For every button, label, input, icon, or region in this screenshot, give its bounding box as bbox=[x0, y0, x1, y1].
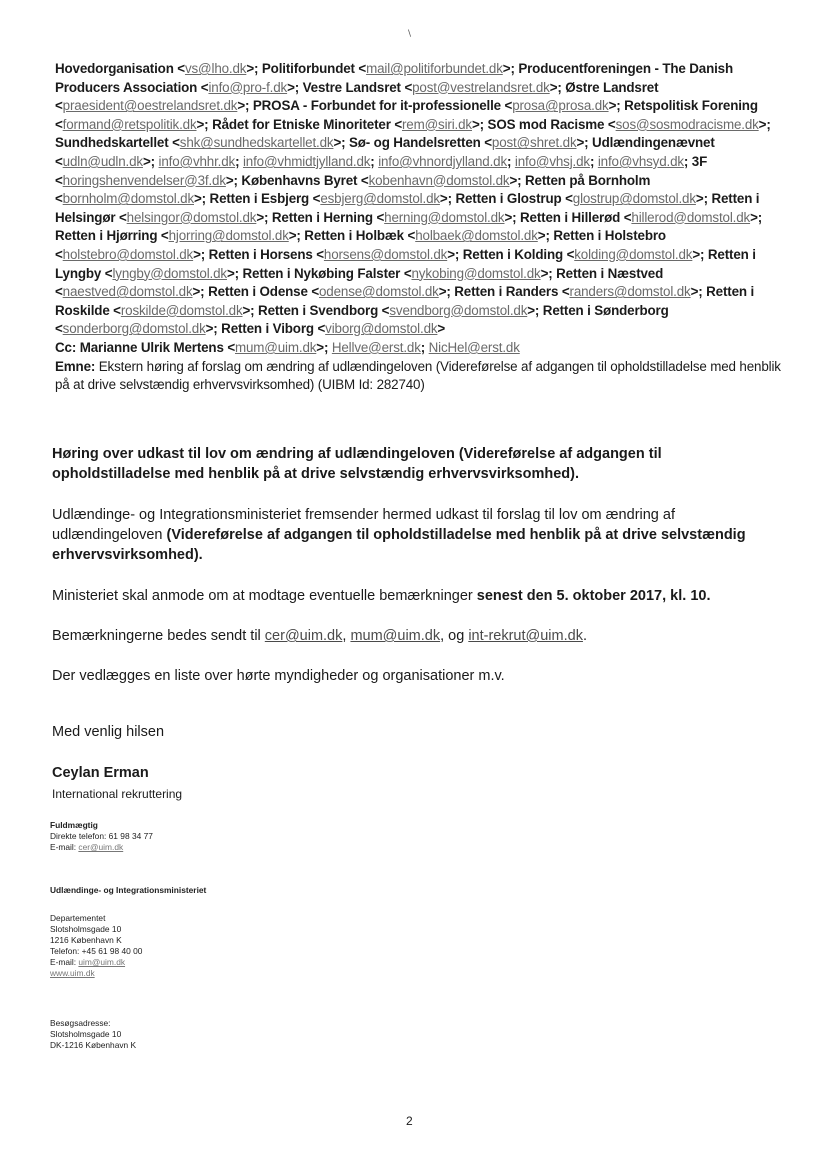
recipient-text: ; bbox=[589, 153, 598, 169]
contact-block bbox=[50, 820, 153, 853]
paragraph-attachment: Der vedlægges en liste over hørte myndigheder og organisationer m.v. bbox=[52, 668, 505, 684]
recipient-email-link[interactable]: info@vhsyd.dk bbox=[597, 153, 684, 169]
recipient-email-link[interactable]: post@shret.dk bbox=[491, 135, 577, 151]
email-link-mum[interactable]: mum@uim.dk bbox=[350, 628, 441, 644]
recipient-text: >; SOS mod Racisme < bbox=[471, 116, 616, 132]
recipient-text: >; Politiforbundet < bbox=[246, 61, 367, 76]
separator-og: , og bbox=[440, 628, 469, 644]
cc-label: Cc: bbox=[55, 339, 77, 355]
recipient-text: >; Retten i Randers < bbox=[438, 284, 570, 300]
recipient-email-link[interactable]: lyngby@domstol.dk bbox=[112, 265, 227, 281]
recipient-email-link[interactable]: sonderborg@domstol.dk bbox=[62, 321, 206, 337]
recipient-text: >; Vestre Landsret < bbox=[287, 79, 413, 95]
cc-text: ; bbox=[420, 339, 429, 355]
recipients-list bbox=[55, 61, 771, 336]
recipient-text: >; Retten i Holstebro < bbox=[55, 228, 666, 262]
recipient-text: ; 3F < bbox=[55, 153, 708, 188]
contact-role: Fuldmægtig bbox=[50, 820, 98, 830]
recipient-text: >; Retspolitisk Forening < bbox=[55, 98, 758, 132]
recipient-text: >; Retten i Svendborg < bbox=[242, 302, 390, 318]
subject-label: Emne: bbox=[55, 358, 96, 374]
cc-text: Marianne Ulrik Mertens < bbox=[76, 339, 235, 355]
visit-address-block bbox=[50, 1018, 136, 1051]
subject-text: Ekstern høring af forslag om ændring af udlændingeloven (Videreførelse af adgangen til opholdstilladelse med henblik på at drive selvstændig erhvervsvirksomhed) (UIBM Id: 282740) bbox=[55, 358, 781, 393]
visit-street: Slotsholmsgade 10 bbox=[50, 1029, 122, 1039]
department-block bbox=[50, 913, 142, 979]
recipient-email-link[interactable]: viborg@domstol.dk bbox=[325, 321, 438, 337]
dept-phone: Telefon: +45 61 98 40 00 bbox=[50, 946, 143, 956]
dept-city: 1216 København K bbox=[50, 935, 122, 945]
deadline-text: Ministeriet skal anmode om at modtage eventuelle bemærkninger bbox=[52, 588, 477, 604]
recipient-text: Hovedorganisation < bbox=[55, 61, 185, 76]
recipient-text: > bbox=[437, 321, 446, 337]
recipient-text: >; Retten i Glostrup < bbox=[439, 191, 573, 207]
recipient-text: >; Retten i Helsingør < bbox=[55, 191, 760, 225]
dept-name: Departementet bbox=[50, 913, 106, 923]
cc-email-link[interactable]: NicHel@erst.dk bbox=[428, 339, 520, 355]
recipient-email-link[interactable]: vs@lho.dk bbox=[184, 61, 247, 76]
paragraph-intro-bold: (Videreførelse af adgangen til opholdstilladelse med henblik på at drive selvstændig erhvervsvirksomhed). bbox=[52, 527, 746, 563]
recipient-email-link[interactable]: hillerod@domstol.dk bbox=[631, 209, 751, 225]
recipient-text: >; Retten i Næstved < bbox=[55, 265, 664, 300]
recipient-email-link[interactable]: holstebro@domstol.dk bbox=[62, 246, 194, 262]
dept-website-link[interactable]: www.uim.dk bbox=[50, 968, 95, 978]
recipient-email-link[interactable]: info@vhsj.dk bbox=[514, 153, 590, 169]
recipient-text: >; Sø- og Handelsretten < bbox=[333, 135, 492, 151]
recipient-text: >; Retten i Lyngby < bbox=[55, 246, 756, 281]
recipient-email-link[interactable]: info@vhnordjylland.dk bbox=[378, 153, 507, 169]
send-to-text: Bemærkningerne bedes sendt til bbox=[52, 628, 265, 644]
recipient-email-link[interactable]: herning@domstol.dk bbox=[384, 209, 505, 225]
recipient-email-link[interactable]: horsens@domstol.dk bbox=[323, 246, 448, 262]
recipient-text: >; Rådet for Etniske Minoriteter < bbox=[196, 116, 402, 132]
recipient-text: >; Retten i Esbjerg < bbox=[194, 191, 321, 207]
contact-phone: Direkte telefon: 61 98 34 77 bbox=[50, 831, 153, 841]
recipient-email-link[interactable]: udln@udln.dk bbox=[62, 153, 143, 169]
recipient-text: >; Retten i Herning < bbox=[256, 209, 385, 225]
deadline-date: senest den 5. oktober 2017, kl. 10. bbox=[476, 588, 711, 604]
recipient-email-link[interactable]: praesident@oestrelandsret.dk bbox=[62, 98, 238, 114]
recipient-text: ; bbox=[507, 153, 515, 169]
dept-email-link[interactable]: uim@uim.dk bbox=[78, 957, 126, 967]
recipient-text: >; Retten i Kolding < bbox=[447, 246, 575, 262]
recipient-email-link[interactable]: formand@retspolitik.dk bbox=[62, 116, 197, 132]
recipient-email-link[interactable]: svendborg@domstol.dk bbox=[389, 302, 528, 318]
recipient-text: >; Retten i Roskilde < bbox=[55, 284, 755, 318]
recipient-email-link[interactable]: holbaek@domstol.dk bbox=[415, 228, 538, 244]
visit-label: Besøgsadresse: bbox=[50, 1018, 111, 1028]
recipient-text: >; Retten i Nykøbing Falster < bbox=[226, 265, 412, 281]
recipient-text: >; Retten i Hjørring < bbox=[55, 209, 763, 244]
recipient-email-link[interactable]: mail@politiforbundet.dk bbox=[366, 61, 503, 76]
recipient-text: >; Østre Landsret < bbox=[55, 79, 659, 114]
recipient-email-link[interactable]: bornholm@domstol.dk bbox=[62, 191, 194, 207]
page-number: 2 bbox=[406, 1114, 413, 1128]
recipient-email-link[interactable]: post@vestrelandsret.dk bbox=[412, 79, 550, 95]
recipient-email-link[interactable]: sos@sosmodracisme.dk bbox=[615, 116, 759, 132]
email-link-cer[interactable]: cer@uim.dk bbox=[264, 628, 343, 644]
recipient-email-link[interactable]: naestved@domstol.dk bbox=[62, 284, 193, 300]
recipient-email-link[interactable]: hjorring@domstol.dk bbox=[168, 228, 289, 244]
recipient-email-link[interactable]: glostrup@domstol.dk bbox=[572, 191, 696, 207]
recipient-email-link[interactable]: rem@siri.dk bbox=[402, 116, 472, 132]
paragraph-intro bbox=[52, 505, 782, 565]
contact-email-label: E-mail: bbox=[50, 842, 79, 852]
recipient-text: >; Retten i Horsens < bbox=[193, 246, 324, 262]
closing-greeting: Med venlig hilsen bbox=[52, 724, 165, 740]
recipient-email-link[interactable]: nykobing@domstol.dk bbox=[411, 265, 541, 281]
recipient-text: >; Producentforeningen - The Danish Producers Association < bbox=[55, 61, 733, 95]
dept-email-label: E-mail: bbox=[50, 957, 79, 967]
recipient-text: >; Retten i Hillerød < bbox=[504, 209, 632, 225]
cc-email-link[interactable]: Hellve@erst.dk bbox=[331, 339, 421, 355]
recipient-text: >; Retten på Bornholm < bbox=[55, 172, 651, 207]
separator: , bbox=[342, 628, 351, 644]
recipient-text: >; Udlændingenævnet < bbox=[55, 135, 715, 169]
recipient-email-link[interactable]: prosa@prosa.dk bbox=[512, 98, 609, 114]
recipient-text: >; bbox=[142, 153, 159, 169]
paragraph-send-to bbox=[52, 626, 782, 646]
cc-list bbox=[76, 340, 520, 355]
ministry-name: Udlændinge- og Integrationsministeriet bbox=[50, 885, 207, 895]
signature-name: Ceylan Erman bbox=[52, 765, 149, 781]
recipient-text: >; Retten i Sønderborg < bbox=[55, 302, 669, 337]
email-link-int-rekrut[interactable]: int-rekrut@uim.dk bbox=[468, 628, 583, 644]
recipient-email-link[interactable]: odense@domstol.dk bbox=[319, 284, 439, 300]
recipient-email-link[interactable]: info@pro-f.dk bbox=[208, 79, 288, 95]
recipient-text: >; Retten i Odense < bbox=[192, 284, 319, 300]
recipient-email-link[interactable]: kolding@domstol.dk bbox=[574, 246, 693, 262]
paragraph-deadline bbox=[52, 586, 782, 606]
recipient-email-link[interactable]: kobenhavn@domstol.dk bbox=[368, 172, 510, 188]
recipient-email-link[interactable]: info@vhhr.dk bbox=[158, 153, 236, 169]
dept-street: Slotsholmsgade 10 bbox=[50, 924, 122, 934]
recipient-text: >; PROSA - Forbundet for it-professionelle < bbox=[237, 98, 513, 114]
signature-title: International rekruttering bbox=[52, 787, 183, 801]
period: . bbox=[582, 628, 587, 644]
recipient-email-link[interactable]: esbjerg@domstol.dk bbox=[320, 191, 440, 207]
contact-email-link[interactable]: cer@uim.dk bbox=[78, 842, 124, 852]
paragraph-intro-text: Udlændinge- og Integrationsministeriet fremsender hermed udkast til forslag til lov om ændring af udlændingeloven bbox=[52, 507, 675, 543]
cc-text: >; bbox=[316, 339, 332, 355]
recipient-text: ; bbox=[370, 153, 379, 169]
recipient-email-link[interactable]: helsingor@domstol.dk bbox=[126, 209, 257, 225]
recipient-text: >; Retten i Holbæk < bbox=[288, 228, 416, 244]
email-header bbox=[55, 60, 785, 395]
recipient-email-link[interactable]: info@vhmidtjylland.dk bbox=[242, 153, 371, 169]
letter-heading: Høring over udkast til lov om ændring af udlændingeloven (Videreførelse af adgangen til opholdstilladelse med henblik på at drive selvstændig erhvervsvirksomhed). bbox=[52, 446, 662, 482]
recipient-email-link[interactable]: roskilde@domstol.dk bbox=[120, 302, 243, 318]
cc-email-link[interactable]: mum@uim.dk bbox=[235, 339, 317, 355]
recipient-email-link[interactable]: shk@sundhedskartellet.dk bbox=[179, 135, 334, 151]
page-mark: \ bbox=[408, 29, 412, 39]
recipient-email-link[interactable]: randers@domstol.dk bbox=[569, 284, 691, 300]
recipient-text: >; Retten i Viborg < bbox=[205, 321, 326, 337]
visit-city: DK-1216 København K bbox=[50, 1040, 137, 1050]
recipient-text: >; Københavns Byret < bbox=[225, 172, 369, 188]
recipient-text: >; Sundhedskartellet < bbox=[55, 116, 771, 151]
recipient-text: ; bbox=[235, 153, 243, 169]
recipient-email-link[interactable]: horingshenvendelser@3f.dk bbox=[62, 172, 226, 188]
